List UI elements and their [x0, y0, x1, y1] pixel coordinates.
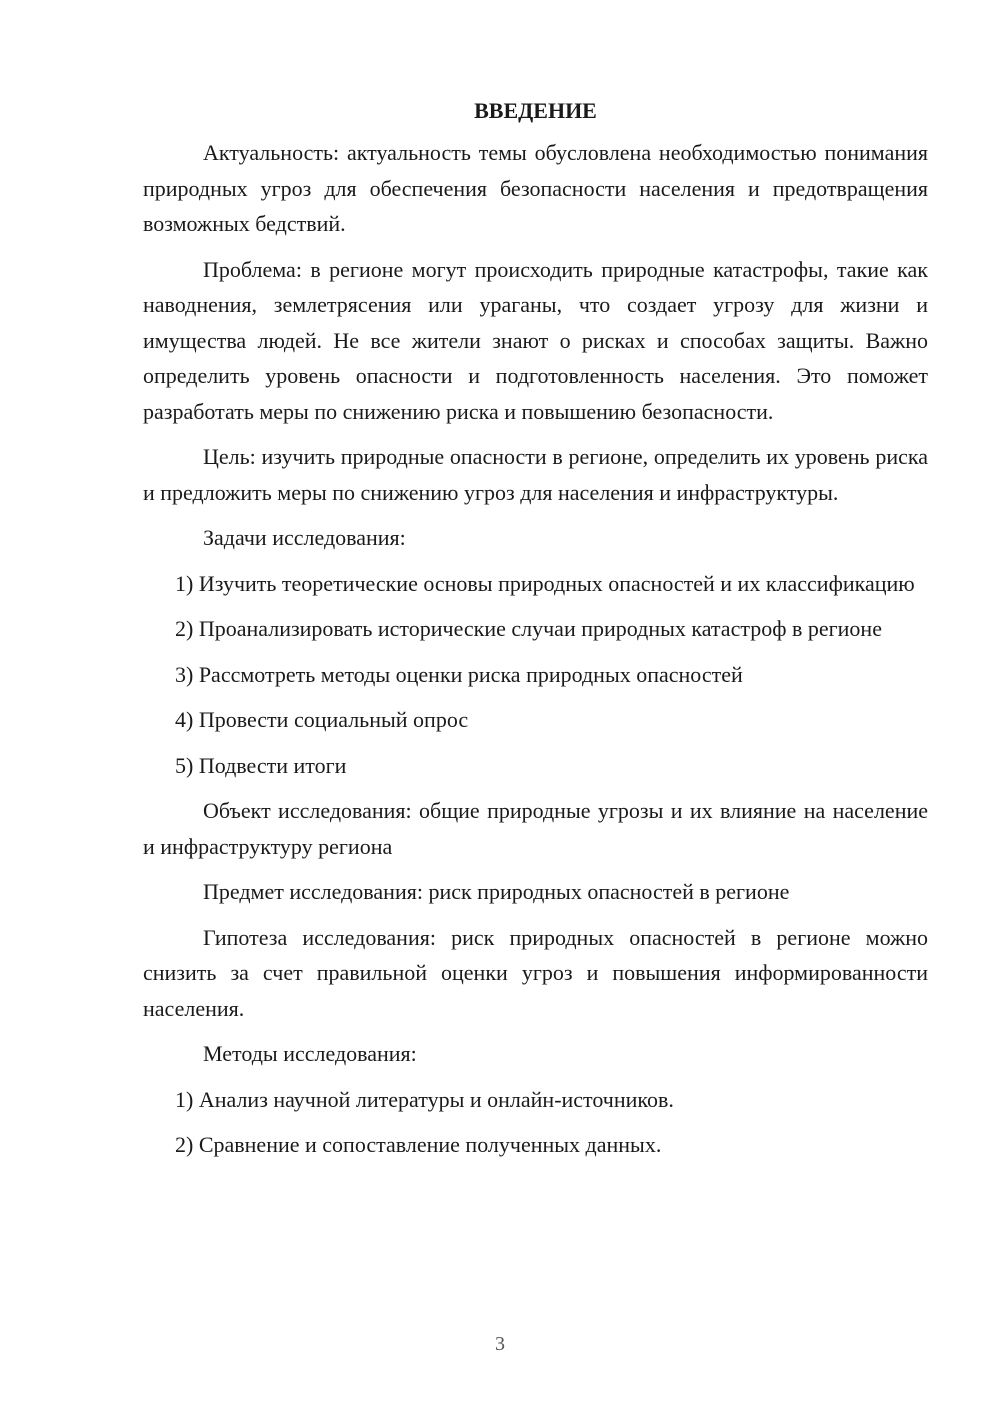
task-item: 4) Провести социальный опрос [175, 707, 469, 732]
problem-paragraph: Проблема: в регионе могут происходить природные катастрофы, такие как наводнения, землетрясения или ураганы, что создает угрозу для жизни и имущества людей. Не все жители знают о рисках и способах защиты. Важно определить уровень опасности и подготовленность населения. Это поможет разработать меры по снижению риска и повышению безопасности. [143, 256, 928, 424]
methods-heading: Методы исследования: [203, 1041, 417, 1066]
subject-paragraph: Предмет исследования: риск природных опасностей в регионе [203, 879, 790, 904]
hypothesis-paragraph: Гипотеза исследования: риск природных опасностей в регионе можно снизить за счет правильной оценки угроз и повышения информированности населения. [143, 924, 928, 1021]
page-number: 3 [495, 1333, 505, 1355]
document-page [143, 96, 928, 1173]
method-item: 1) Анализ научной литературы и онлайн-источников. [175, 1086, 674, 1112]
tasks-heading: Задачи исследования: [203, 525, 406, 550]
page-title: ВВЕДЕНИЕ [474, 98, 597, 123]
task-item: 1) Изучить теоретические основы природных опасностей и их классификацию [175, 570, 915, 596]
method-item: 2) Сравнение и сопоставление полученных данных. [175, 1132, 662, 1157]
task-item: 5) Подвести итоги [175, 752, 347, 778]
task-item: 2) Проанализировать исторические случаи природных катастроф в регионе [175, 616, 882, 641]
task-item: 3) Рассмотреть методы оценки риска природных опасностей [175, 661, 743, 687]
relevance-paragraph: Актуальность: актуальность темы обусловлена необходимостью понимания природных угроз для обеспечения безопасности населения и предотвращения возможных бедствий. [143, 140, 928, 236]
object-paragraph: Объект исследования: общие природные угрозы и их влияние на население и инфраструктуру региона [143, 798, 928, 859]
goal-paragraph: Цель: изучить природные опасности в регионе, определить их уровень риска и предложить меры по снижению угроз для населения и инфраструктуры. [143, 444, 928, 505]
